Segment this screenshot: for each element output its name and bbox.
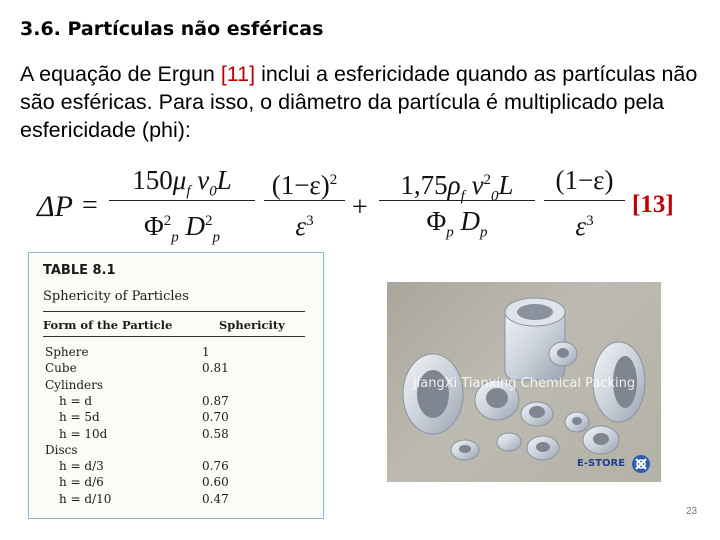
slide-paragraph [20,60,710,144]
table-row [29,475,323,490]
term1-fraction: $150\mu_f$ $v_0L$ $\Phi^2_p$ $D^2_p$ [107,160,257,241]
table-row [29,410,323,425]
table-row [29,361,323,376]
particle-form: h = 5d [59,410,100,425]
table-row [29,492,323,507]
particle-form: h = d [59,393,93,408]
sphericity-value: 0.76 [202,459,229,474]
table-row [29,394,323,409]
sphericity-value: 0.58 [202,426,229,441]
particle-form: Discs [45,442,78,457]
formula-lhs: ΔP [37,190,73,223]
sphericity-value: 0.81 [202,361,229,376]
particle-form: h = d/3 [59,459,104,474]
particle-form: h = d/10 [59,491,112,506]
table-number: TABLE 8.1 [43,263,116,278]
table-row [29,427,323,442]
term1-coefficient: 150 [132,165,173,195]
sphericity-value: 0.70 [202,410,229,425]
sphericity-value: 1 [202,345,210,359]
paragraph-text-end: inclui a esfericidade quando as partículas não são esféricas. Para isso, o diâmetro da partícula é multiplicado pela esfericidade (phi): [20,62,698,142]
slide-title: 3.6. Partículas não esféricas [20,18,324,40]
table-row [29,443,323,458]
term2-epsilon-factor: (1−ε) [555,165,614,195]
large-ring-center [505,298,565,380]
sphericity-value: 0.60 [202,475,229,490]
table-caption: Sphericity of Particles [43,289,189,304]
table-top-rule [43,311,305,312]
table-row [29,378,323,393]
particle-form: h = d/6 [59,475,104,490]
large-ring-left [403,354,463,434]
ergun-equation [32,158,692,253]
term2-fraction: $1,75\rho_f$ $v^2_0L$ $\Phi_p$ $D_p$ [377,160,537,241]
particle-form: Sphere [45,345,89,359]
sphericity-table [28,252,324,519]
table-row [29,345,323,360]
reference-11: [11] [220,62,256,86]
particle-form: Cube [45,361,77,376]
sphericity-value: 0.87 [202,393,229,408]
term1-epsilon-fraction: $(1-\varepsilon)^2$ $\varepsilon^3$ [262,160,347,241]
term2-epsilon-fraction: (1−ε) $\varepsilon^3$ [542,160,627,241]
table-header-form: Form of the Particle [43,318,173,332]
formula-equals: = [82,190,98,221]
reference-13: [13] [632,191,674,218]
table-row [29,459,323,474]
table-header-rule [43,336,305,337]
table-header-sphericity: Sphericity [219,318,285,332]
formula-plus: + [352,192,368,223]
term2-coefficient: 1,75 [400,170,448,200]
packing-rings-photo [387,282,661,482]
particle-form: h = 10d [59,426,108,441]
particle-form: Cylinders [45,377,104,392]
sphericity-value: 0.47 [202,491,229,506]
paragraph-text-start: A equação de Ergun [20,62,221,86]
photo-watermark: JiangXi Tianxing Chemical Packing [412,376,636,391]
page-number: 23 [686,506,698,517]
estore-logo-icon [631,454,651,474]
term1-epsilon-factor: (1−ε) [271,170,330,200]
estore-label: E-STORE [577,458,626,469]
